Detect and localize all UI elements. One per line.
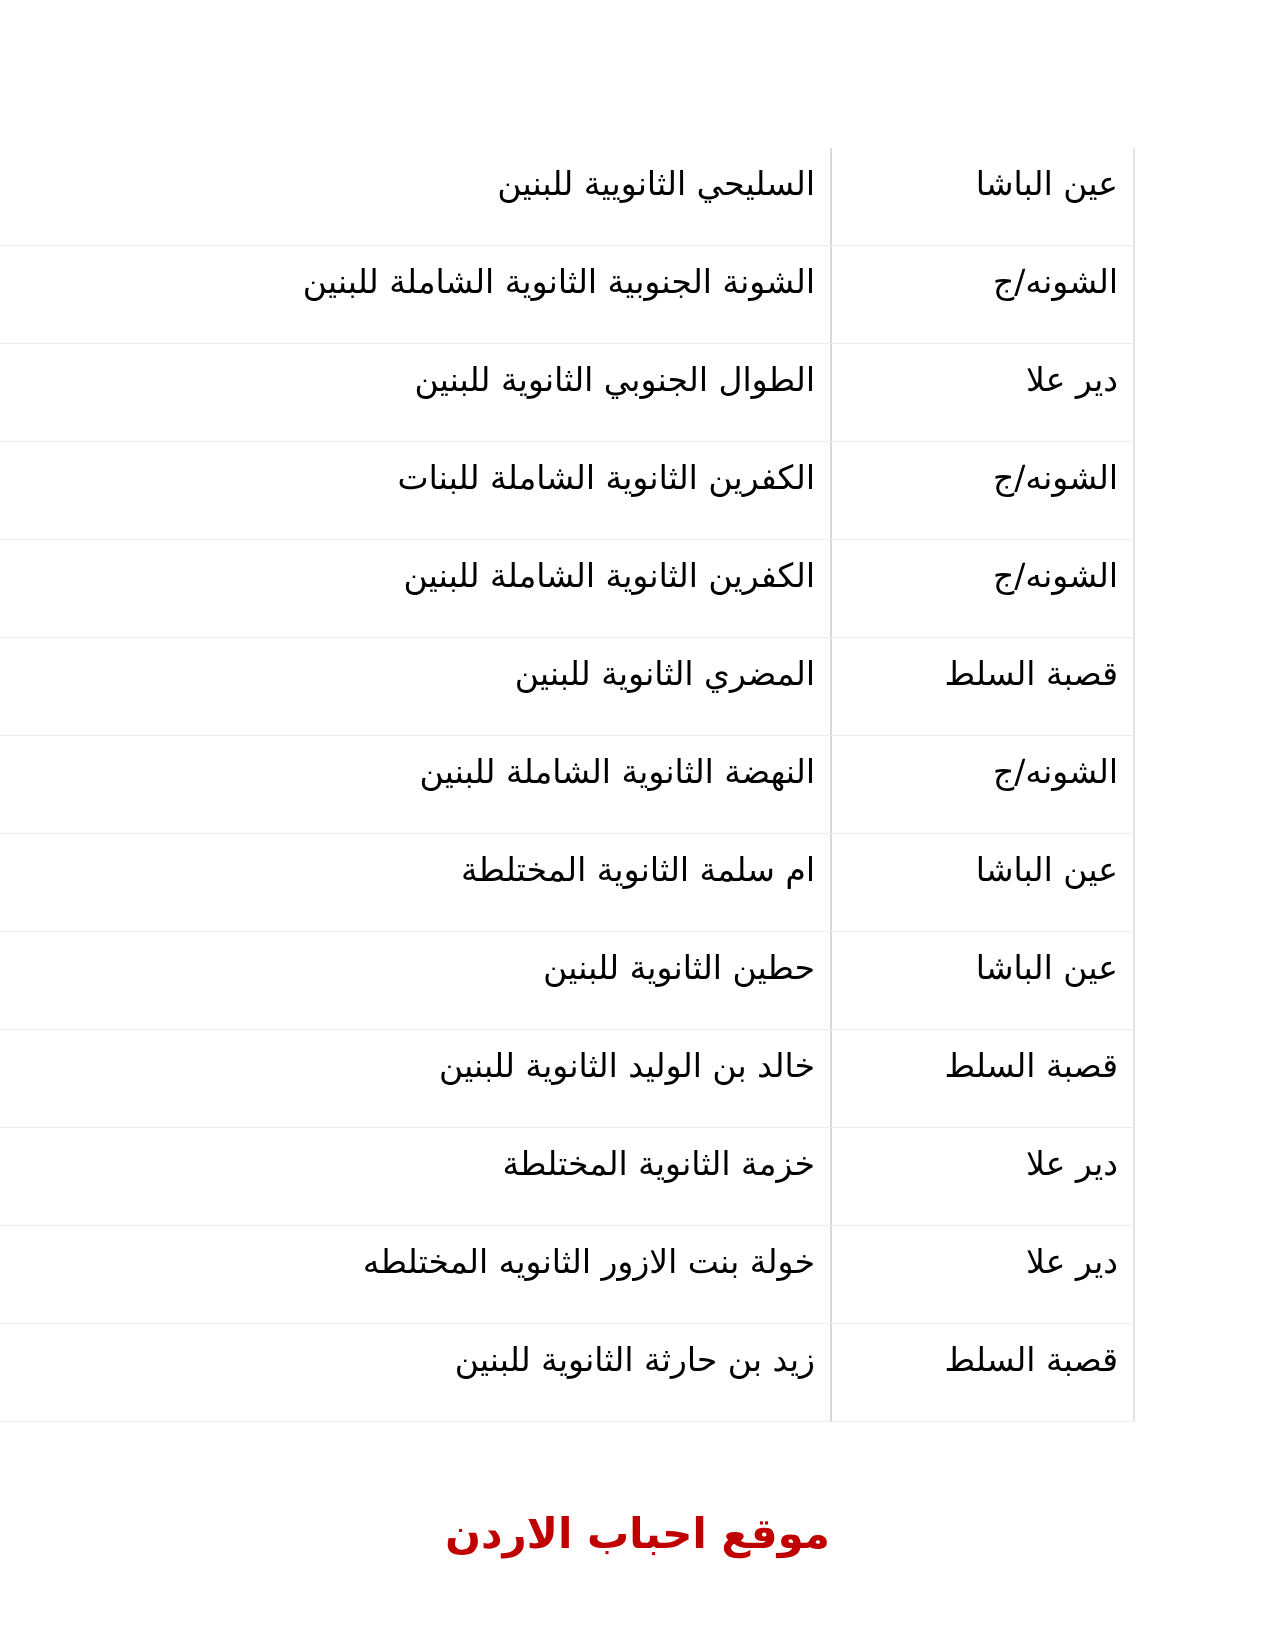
school-cell: الكفرين الثانوية الشاملة للبنين	[403, 556, 815, 595]
table-row	[0, 834, 1135, 932]
table-row	[0, 442, 1135, 540]
school-cell: السليحي الثانويية للبنين	[497, 164, 815, 203]
table-row	[0, 148, 1135, 246]
table-row	[0, 932, 1135, 1030]
school-cell: المضري الثانوية للبنين	[514, 654, 815, 693]
school-cell: خزمة الثانوية المختلطة	[502, 1144, 815, 1183]
table-row	[0, 1324, 1135, 1422]
district-cell: الشونه/ج	[830, 442, 1135, 539]
district-cell: عين الباشا	[830, 148, 1135, 245]
district-cell: الشونه/ج	[830, 736, 1135, 833]
table-row	[0, 540, 1135, 638]
district-cell: عين الباشا	[830, 932, 1135, 1029]
district-cell: الشونه/ج	[830, 246, 1135, 343]
district-cell: الشونه/ج	[830, 540, 1135, 637]
school-cell: خالد بن الوليد الثانوية للبنين	[438, 1046, 815, 1085]
footer-site-name: موقع احباب الاردن	[445, 1509, 830, 1558]
school-cell: زيد بن حارثة الثانوية للبنين	[454, 1340, 815, 1379]
school-cell: الشونة الجنوبية الثانوية الشاملة للبنين	[302, 262, 815, 301]
school-cell: خولة بنت الازور الثانويه المختلطه	[362, 1242, 815, 1281]
table-row	[0, 1128, 1135, 1226]
district-cell: قصبة السلط	[830, 1324, 1135, 1421]
school-cell: الكفرين الثانوية الشاملة للبنات	[397, 458, 815, 497]
school-cell: حطين الثانوية للبنين	[543, 948, 815, 987]
table-row	[0, 1030, 1135, 1128]
table-row	[0, 736, 1135, 834]
district-cell: قصبة السلط	[830, 1030, 1135, 1127]
district-cell: قصبة السلط	[830, 638, 1135, 735]
district-cell: دير علا	[830, 1226, 1135, 1323]
district-cell: عين الباشا	[830, 834, 1135, 931]
table-row	[0, 1226, 1135, 1324]
table-row	[0, 344, 1135, 442]
table-row	[0, 638, 1135, 736]
school-cell: الطوال الجنوبي الثانوية للبنين	[414, 360, 815, 399]
school-cell: ام سلمة الثانوية المختلطة	[460, 850, 815, 889]
district-cell: دير علا	[830, 1128, 1135, 1225]
school-cell: النهضة الثانوية الشاملة للبنين	[419, 752, 815, 791]
district-cell: دير علا	[830, 344, 1135, 441]
table-row	[0, 246, 1135, 344]
schools-table	[0, 148, 1135, 1422]
